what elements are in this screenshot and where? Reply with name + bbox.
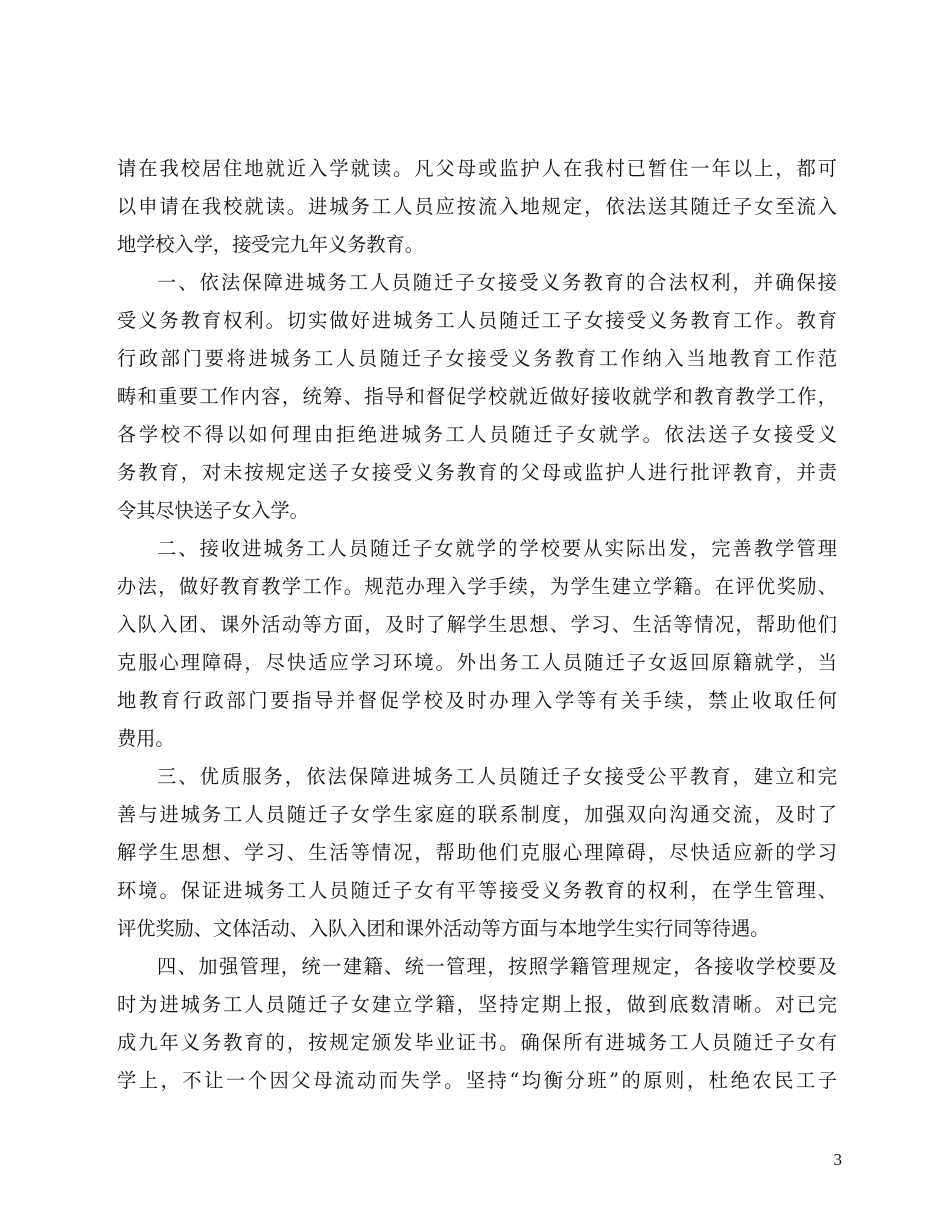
text-line: 入队入团、课外活动等方面，及时了解学生思想、学习、生活等情况，帮助他们 bbox=[117, 613, 837, 636]
paragraph-first-line: 一、依法保障进城务工人员随迁子女接受义务教育的合法权利，并确保接 bbox=[157, 271, 837, 294]
text-line: 学上，不让一个因父母流动而失学。坚持“均衡分班”的原则，杜绝农民工子 bbox=[117, 1069, 837, 1092]
text-line: 时为进城务工人员随迁子女建立学籍，坚持定期上报，做到底数清晰。对已完 bbox=[117, 993, 837, 1016]
text-line: 环境。保证进城务工人员随迁子女有平等接受义务教育的权利，在学生管理、 bbox=[117, 879, 837, 902]
text-line: 令其尽快送子女入学。 bbox=[117, 499, 309, 522]
document-body bbox=[117, 150, 837, 1100]
text-line: 善与进城务工人员随迁子女学生家庭的联系制度，加强双向沟通交流，及时了 bbox=[117, 803, 837, 826]
text-line: 受义务教育权利。切实做好进城务工人员随迁工子女接受义务教育工作。教育 bbox=[117, 309, 837, 332]
paragraph-first-line: 四、加强管理，统一建籍、统一管理，按照学籍管理规定，各接收学校要及 bbox=[157, 955, 837, 978]
text-line: 以申请在我校就读。进城务工人员应按流入地规定，依法送其随迁子女至流入 bbox=[117, 195, 837, 218]
text-line: 解学生思想、学习、生活等情况，帮助他们克服心理障碍，尽快适应新的学习 bbox=[117, 841, 837, 864]
text-line: 各学校不得以如何理由拒绝进城务工人员随迁子女就学。依法送子女接受义 bbox=[117, 423, 837, 446]
text-line: 办法，做好教育教学工作。规范办理入学手续，为学生建立学籍。在评优奖励、 bbox=[117, 575, 837, 598]
text-line: 行政部门要将进城务工人员随迁子女接受义务教育工作纳入当地教育工作范 bbox=[117, 347, 837, 370]
text-line: 费用。 bbox=[117, 727, 175, 750]
paragraph-first-line: 二、接收进城务工人员随迁子女就学的学校要从实际出发，完善教学管理 bbox=[157, 537, 837, 560]
text-line: 克服心理障碍，尽快适应学习环境。外出务工人员随迁子女返回原籍就学，当 bbox=[117, 651, 837, 674]
paragraph-first-line: 三、优质服务，依法保障进城务工人员随迁子女接受公平教育，建立和完 bbox=[157, 765, 837, 788]
text-line: 请在我校居住地就近入学就读。凡父母或监护人在我村已暂住一年以上，都可 bbox=[117, 157, 837, 180]
text-line: 地学校入学，接受完九年义务教育。 bbox=[117, 233, 424, 256]
page-number: 3 bbox=[833, 1150, 842, 1169]
text-line: 地教育行政部门要指导并督促学校及时办理入学等有关手续，禁止收取任何 bbox=[117, 689, 837, 712]
text-line: 畴和重要工作内容，统筹、指导和督促学校就近做好接收就学和教育教学工作， bbox=[117, 385, 837, 408]
text-line: 成九年义务教育的，按规定颁发毕业证书。确保所有进城务工人员随迁子女有 bbox=[117, 1031, 837, 1054]
text-line: 务教育，对未按规定送子女接受义务教育的父母或监护人进行批评教育，并责 bbox=[117, 461, 837, 484]
text-line: 评优奖励、文体活动、入队入团和课外活动等方面与本地学生实行同等待遇。 bbox=[117, 917, 770, 940]
